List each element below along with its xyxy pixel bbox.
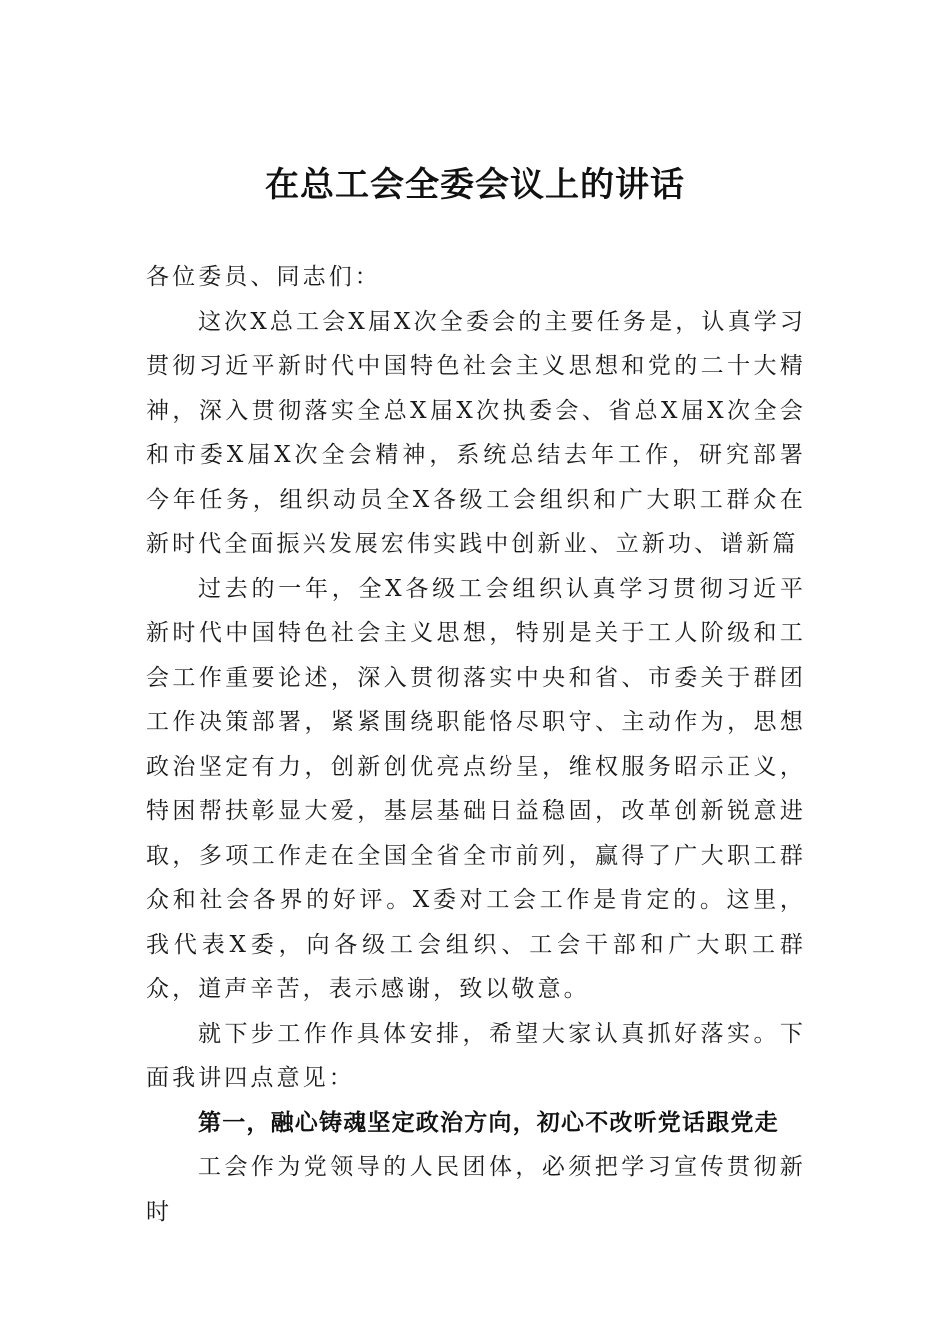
document-title: 在总工会全委会议上的讲话 [265, 165, 685, 205]
paragraph-4: 工会作为党领导的人民团体，必须把学习宣传贯彻新时 [146, 1154, 806, 1225]
paragraph-3: 就下步工作作具体安排，希望大家认真抓好落实。下面我讲四点意见： [146, 1020, 806, 1091]
paragraph-1: 这次X总工会X届X次全委会的主要任务是，认真学习贯彻习近平新时代中国特色社会主义思想和党的二十大精神，深入贯彻落实全总X届X次执委会、省总X届X次全会和市委X届X次全会精神，系统总结去年工作，研究部署今年任务，组织动员全X各级工会组织和广大职工群众在新时代全面振兴发展宏伟实践中创新业、立新功、谱新篇 [146, 308, 806, 557]
document-body [146, 255, 806, 1234]
salutation: 各位委员、同志们： [146, 264, 381, 290]
section-heading: 第一，融心铸魂坚定政治方向，初心不改听党话跟党走 [198, 1109, 779, 1136]
paragraph-2: 过去的一年，全X各级工会组织认真学习贯彻习近平新时代中国特色社会主义思想，特别是关于工人阶级和工会工作重要论述，深入贯彻落实中央和省、市委关于群团工作决策部署，紧紧围绕职能恪尽职守、主动作为，思想政治坚定有力，创新创优亮点纷呈，维权服务昭示正义，特困帮扶彰显大爱，基层基础日益稳固，改革创新锐意进取，多项工作走在全国全省全市前列，赢得了广大职工群众和社会各界的好评。X委对工会工作是肯定的。这里，我代表X委，向各级工会组织、工会干部和广大职工群众，道声辛苦，表示感谢，致以敬意。 [146, 575, 806, 1002]
